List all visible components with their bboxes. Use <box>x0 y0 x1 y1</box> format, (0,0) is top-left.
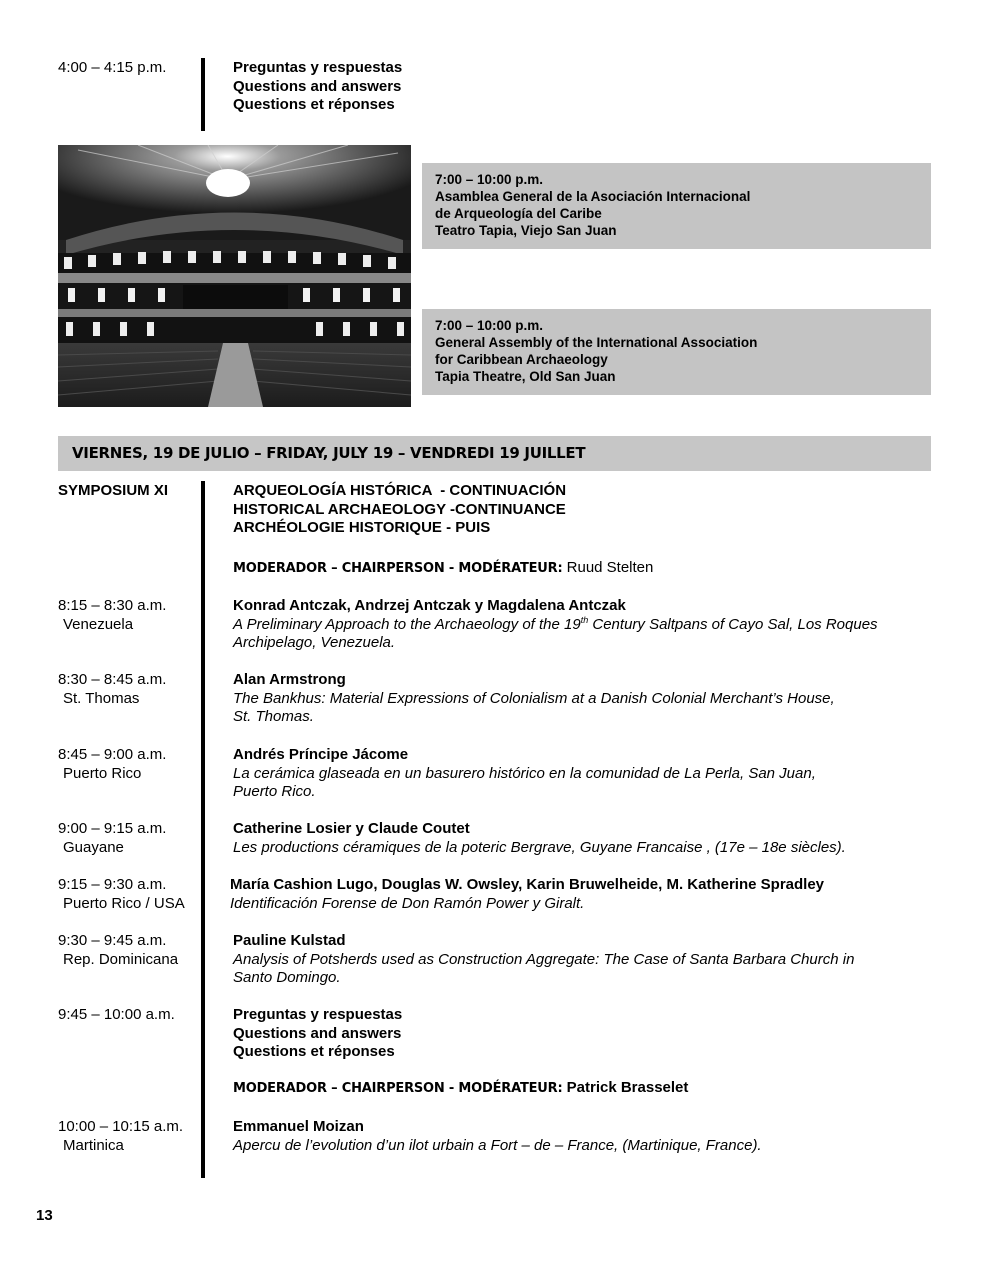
talk-location: Martinica <box>63 1136 124 1154</box>
talk-location: Puerto Rico <box>63 764 142 782</box>
talk-authors: María Cashion Lugo, Douglas W. Owsley, Karin Bruwelheide, M. Katherine Spradley <box>230 876 825 893</box>
talk-location: Guayane <box>63 838 124 856</box>
talk-location: St. Thomas <box>63 689 140 707</box>
talk-time-value: 9:15 – 9:30 a.m. <box>58 876 167 893</box>
moderator-label: MODERADOR – CHAIRPERSON - MODÉRATEUR: <box>233 561 563 576</box>
assembly-es-line1: Asamblea General de la Asociación Internacional <box>435 189 751 204</box>
talk-title: Apercu de l’evolution d’un ilot urbain a Fort – de – France, (Martinique, France). <box>233 1136 762 1154</box>
talk-time-value: 9:30 – 9:45 a.m. <box>58 932 167 949</box>
assembly-box-es <box>422 163 931 249</box>
talk-title-sup: th <box>580 614 589 625</box>
talk-time-value: 9:00 – 9:15 a.m. <box>58 820 167 837</box>
page-number: 13 <box>36 1207 53 1224</box>
talk-authors: Pauline Kulstad <box>233 932 346 949</box>
talk-time <box>58 1118 203 1155</box>
assembly-es-line2: de Arqueología del Caribe <box>435 206 602 221</box>
talk-entry <box>233 671 943 727</box>
qa-top-text <box>233 59 943 115</box>
qa-mid-text <box>233 1006 943 1062</box>
talk-entry <box>233 820 943 857</box>
talk-location: Puerto Rico / USA <box>63 894 185 912</box>
moderator-label: MODERADOR – CHAIRPERSON - MODÉRATEUR: <box>233 1081 563 1096</box>
talk-title-cont: Puerto Rico. <box>233 783 316 800</box>
assembly-en-time: 7:00 – 10:00 p.m. <box>435 318 544 333</box>
moderator-line-2 <box>233 1079 943 1099</box>
qa-top-time: 4:00 – 4:15 p.m. <box>58 59 167 76</box>
talk-authors: Catherine Losier y Claude Coutet <box>233 820 470 837</box>
talk-time <box>58 597 203 634</box>
symposium-titles <box>233 482 943 538</box>
talk-entry <box>233 597 943 653</box>
talk-time-value: 8:15 – 8:30 a.m. <box>58 597 167 614</box>
talk-time <box>58 671 203 708</box>
symposium-title-en: HISTORICAL ARCHAEOLOGY -CONTINUANCE <box>233 500 566 518</box>
qa-top-line-es: Preguntas y respuestas <box>233 59 403 76</box>
talk-title-part1: A Preliminary Approach to the Archaeology of the 19 <box>233 615 581 633</box>
talk-authors: Konrad Antczak, Andrzej Antczak y Magdalena Antczak <box>233 597 626 614</box>
talk-time <box>58 820 203 857</box>
theater-interior-photo <box>58 145 411 407</box>
qa-top-line-fr: Questions et réponses <box>233 96 395 113</box>
talk-title-cont: St. Thomas. <box>233 708 314 725</box>
talk-time <box>58 746 203 783</box>
symposium-title-es: ARQUEOLOGÍA HISTÓRICA - CONTINUACIÓN <box>233 482 567 499</box>
talk-entry <box>230 876 940 913</box>
assembly-en-line2: for Caribbean Archaeology <box>435 352 608 367</box>
talk-location: Venezuela <box>63 615 134 633</box>
assembly-es-line3: Teatro Tapia, Viejo San Juan <box>435 223 617 238</box>
talk-authors: Alan Armstrong <box>233 671 346 688</box>
talk-time-value: 10:00 – 10:15 a.m. <box>58 1118 184 1135</box>
talk-time-value: 8:30 – 8:45 a.m. <box>58 671 167 688</box>
timeline-divider-top <box>201 58 205 131</box>
assembly-box-en <box>422 309 931 395</box>
talk-title: Analysis of Potsherds used as Construction Aggregate: The Case of Santa Barbara Church in <box>233 950 855 968</box>
qa-mid-line-fr: Questions et réponses <box>233 1043 395 1060</box>
symposium-label: SYMPOSIUM XI <box>58 482 169 499</box>
qa-top-line-en: Questions and answers <box>233 77 402 95</box>
assembly-es-time: 7:00 – 10:00 p.m. <box>435 172 544 187</box>
talk-title: La cerámica glaseada en un basurero histórico en la comunidad de La Perla, San Juan, <box>233 764 816 782</box>
talk-entry <box>233 746 943 802</box>
qa-mid-line-en: Questions and answers <box>233 1024 402 1042</box>
talk-authors: Emmanuel Moizan <box>233 1118 364 1135</box>
talk-time <box>58 932 203 969</box>
talk-title-cont: Santo Domingo. <box>233 969 341 986</box>
talk-time <box>58 876 203 913</box>
moderator-name: Ruud Stelten <box>566 559 654 576</box>
qa-mid-line-es: Preguntas y respuestas <box>233 1006 403 1023</box>
talk-location: Rep. Dominicana <box>63 950 179 968</box>
assembly-en-line1: General Assembly of the International Association <box>435 335 758 350</box>
qa-mid-time: 9:45 – 10:00 a.m. <box>58 1006 175 1023</box>
talk-title <box>233 616 943 653</box>
symposium-title-fr: ARCHÉOLOGIE HISTORIQUE - PUIS <box>233 519 491 536</box>
moderator-name: Patrick Brasselet <box>566 1079 689 1096</box>
talk-entry <box>233 932 943 988</box>
talk-title: Identificación Forense de Don Ramón Power y Giralt. <box>230 894 585 912</box>
talk-title: Les productions céramiques de la poteric Bergrave, Guyane Francaise , (17e – 18e siècles). <box>233 838 846 856</box>
talk-entry <box>233 1118 943 1155</box>
talk-title: The Bankhus: Material Expressions of Colonialism at a Danish Colonial Merchant’s House, <box>233 689 835 707</box>
talk-time-value: 8:45 – 9:00 a.m. <box>58 746 167 763</box>
moderator-line-1 <box>233 559 943 579</box>
day-header: VIERNES, 19 DE JULIO – FRIDAY, JULY 19 – VENDREDI 19 JUILLET <box>58 436 931 471</box>
talk-authors: Andrés Príncipe Jácome <box>233 746 409 763</box>
assembly-en-line3: Tapia Theatre, Old San Juan <box>435 369 616 384</box>
talk-title-part2: Century Saltpans of Cayo Sal, Los Roques Archipelago, Venezuela. <box>233 615 878 651</box>
